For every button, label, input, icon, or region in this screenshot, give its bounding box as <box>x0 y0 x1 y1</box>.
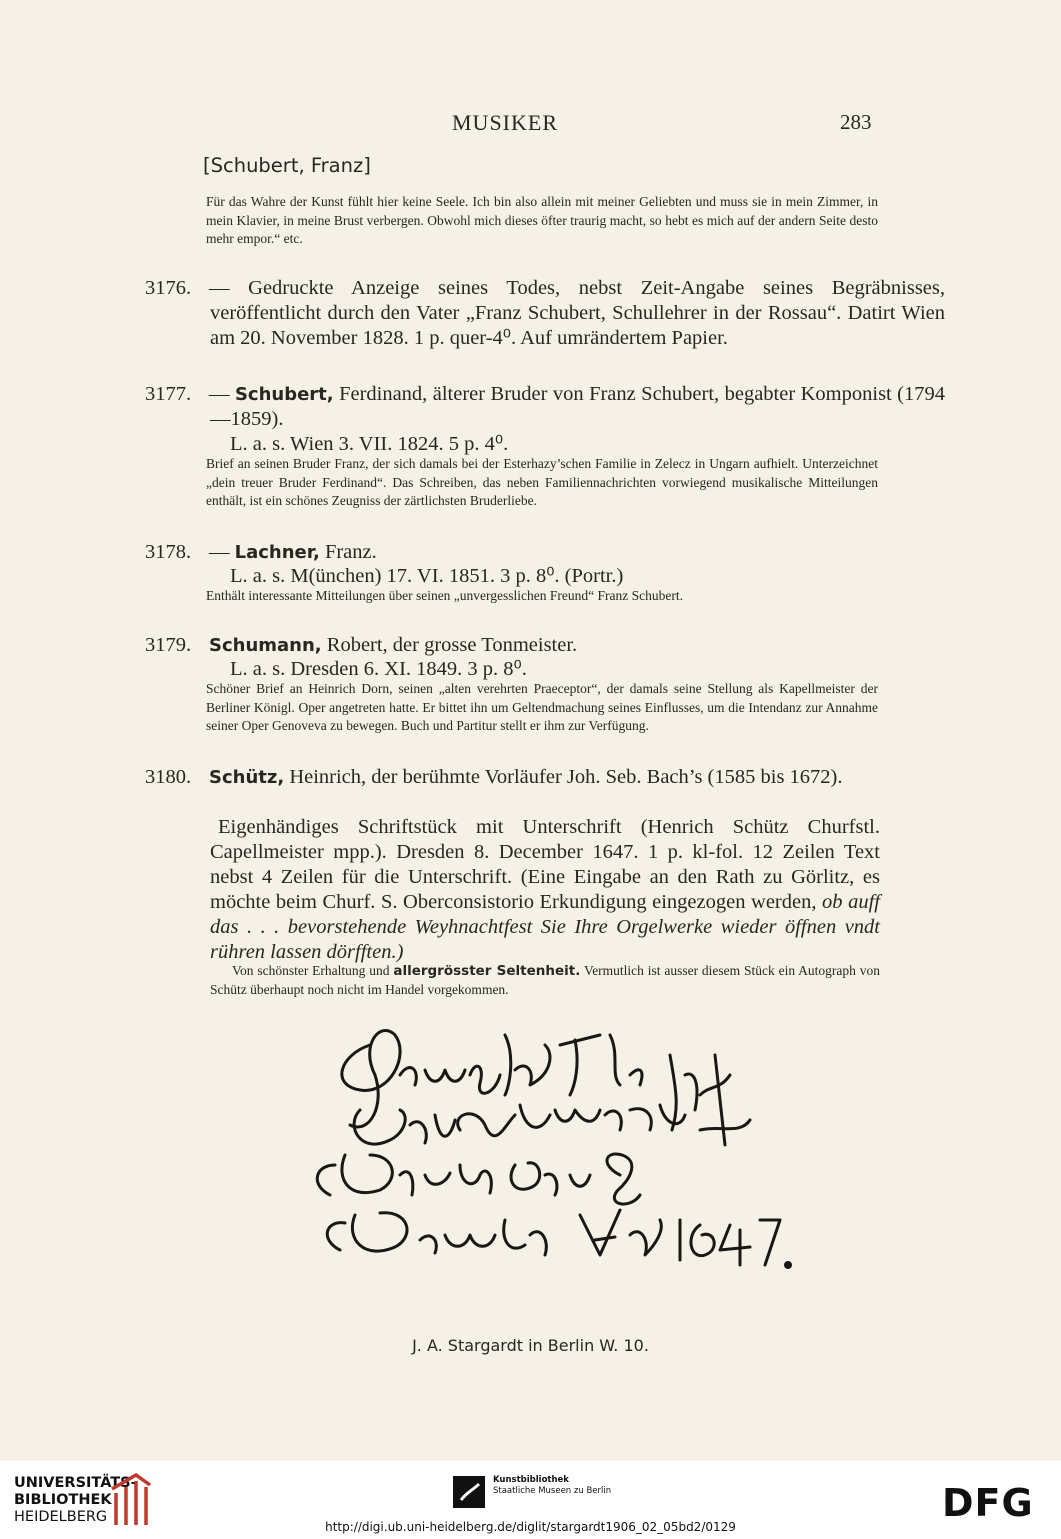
source-url[interactable]: http://digi.ub.uni-heidelberg.de/diglit/stargardt1906_02_05bd2/0129 <box>325 1520 736 1534</box>
continuation-heading: [Schubert, Franz] <box>203 154 371 177</box>
entry-number: 3177. <box>145 383 192 405</box>
entry-text: Robert, der grosse Tonmeister. <box>326 634 578 656</box>
description-italic: ob auff das . . . bevorstehende Weyhnachtfest Sie Ihre Orgelwerke wieder öffnen vndt rühren lassen dörfften.) <box>210 891 880 963</box>
kunstbibliothek-icon[interactable] <box>453 1476 485 1508</box>
entry-number: 3178. <box>145 541 192 563</box>
running-header <box>0 110 1061 140</box>
entry-note: Brief an seinen Bruder Franz, der sich damals bei der Esterhazy’schen Familie in Zelecz in Ungarn aufhielt. Unterzeichnet „dein treuer Bruder Ferdinand“. Das Schreiben, das neben Familiennachrichten vorwiegend musikalische Mitteilungen enthält, ist ein schönes Zeugniss der zärtlichsten Bruderliebe. <box>206 456 878 508</box>
entry-name: Schumann, <box>209 635 322 656</box>
entry-3176 <box>145 276 945 351</box>
entry-3179 <box>145 633 945 658</box>
kb-subtitle: Staatliche Museen zu Berlin <box>493 1486 612 1496</box>
entry-text: Franz. <box>324 541 377 563</box>
note-text: Vermutlich ist ausser diesem Stück ein Autograph von Schütz überhaupt noch nicht im Handel vorgekommen. <box>210 963 881 997</box>
continuation-text: Für das Wahre der Kunst fühlt hier keine Seele. Ich bin also allein mit meiner Geliebten und muss sie in mein Zimmer, in mein Klavier, in meine Brust verbergen. Obwohl mich dieses öfter traurig macht, so hebt es mich auf der andern Seite desto mehr empor.“ etc. <box>206 194 878 246</box>
note-text: Von schönster Erhaltung und <box>232 963 390 978</box>
entry-name: Lachner, <box>234 542 320 563</box>
ub-line: UNIVERSITÄTS- <box>14 1475 137 1491</box>
kunstbibliothek-logo-text[interactable] <box>493 1475 611 1497</box>
ub-line: HEIDELBERG <box>14 1509 108 1525</box>
entry-dash: — <box>209 541 230 563</box>
ub-line: BIBLIOTHEK <box>14 1492 112 1508</box>
entry-detail: L. a. s. M(ünchen) 17. VI. 1851. 3 p. 8⁰. (Portr.) <box>230 565 624 587</box>
entry-note: Enthält interessante Mitteilungen über seinen „unvergesslichen Freund“ Franz Schubert. <box>206 588 683 603</box>
imprint: J. A. Stargardt in Berlin W. 10. <box>412 1336 649 1355</box>
note-bold: allergrösster Seltenheit. <box>393 963 581 979</box>
entry-name: Schütz, <box>209 767 285 788</box>
entry-dash: — <box>209 383 230 405</box>
entry-name: Schubert, <box>234 384 334 405</box>
signature-facsimile <box>300 1015 800 1290</box>
entry-description <box>210 815 880 965</box>
continuation-block <box>145 153 880 179</box>
page-number: 283 <box>840 110 872 134</box>
entry-text: Gedruckte Anzeige seines Todes, nebst Zeit-Angabe seines Begräbnisses, veröffentlicht durch den Vater „Franz Schubert, Schullehrer in der Rossau“. Datirt Wien am 20. November 1828. 1 p. quer-4⁰. Auf umrändertem Papier. <box>210 277 946 349</box>
entry-detail: L. a. s. Wien 3. VII. 1824. 5 p. 4⁰. <box>230 433 509 455</box>
entry-text: Heinrich, der berühmte Vorläufer Joh. Seb. Bach’s (1585 bis 1672). <box>289 766 843 788</box>
entry-detail: L. a. s. Dresden 6. XI. 1849. 3 p. 8⁰. <box>230 658 527 680</box>
entry-3177 <box>145 382 945 432</box>
entry-note <box>210 962 880 999</box>
entry-3180 <box>145 765 945 790</box>
dfg-logo[interactable]: DFG <box>942 1481 1034 1525</box>
entry-3178 <box>145 540 945 565</box>
entry-dash: — <box>209 277 230 299</box>
entry-number: 3176. <box>145 277 192 299</box>
entry-text: Ferdinand, älterer Bruder von Franz Schubert, begabter Komponist (1794—1859). <box>210 383 945 430</box>
kb-title: Kunstbibliothek <box>493 1475 569 1485</box>
entry-number: 3180. <box>145 766 192 788</box>
entry-number: 3179. <box>145 634 192 656</box>
entry-note: Schöner Brief an Heinrich Dorn, seinen „alten verehrten Praeceptor“, der damals seine Stellung als Kapellmeister der Berliner Königl. Oper angetreten hatte. Er bittet ihn um Geltendmachung seines Einflusses, um die Intendanz zur Annahme seiner Oper Genoveva zu bewegen. Buch und Partitur stellt er ihm zur Verfügung. <box>206 681 878 733</box>
description-plain: Eigenhändiges Schriftstück mit Unterschrift (Henrich Schütz Churfstl. Capellmeister mpp.). Dresden 8. December 1647. 1 p. kl-fol. 12 Zeilen Text nebst 4 Zeilen für die Unterschrift. (Eine Eingabe an den Rath zu Görlitz, es möchte beim Churf. S. Oberconsistorio Erkundigung eingezogen werden, <box>210 816 880 913</box>
header-title: MUSIKER <box>452 110 559 135</box>
